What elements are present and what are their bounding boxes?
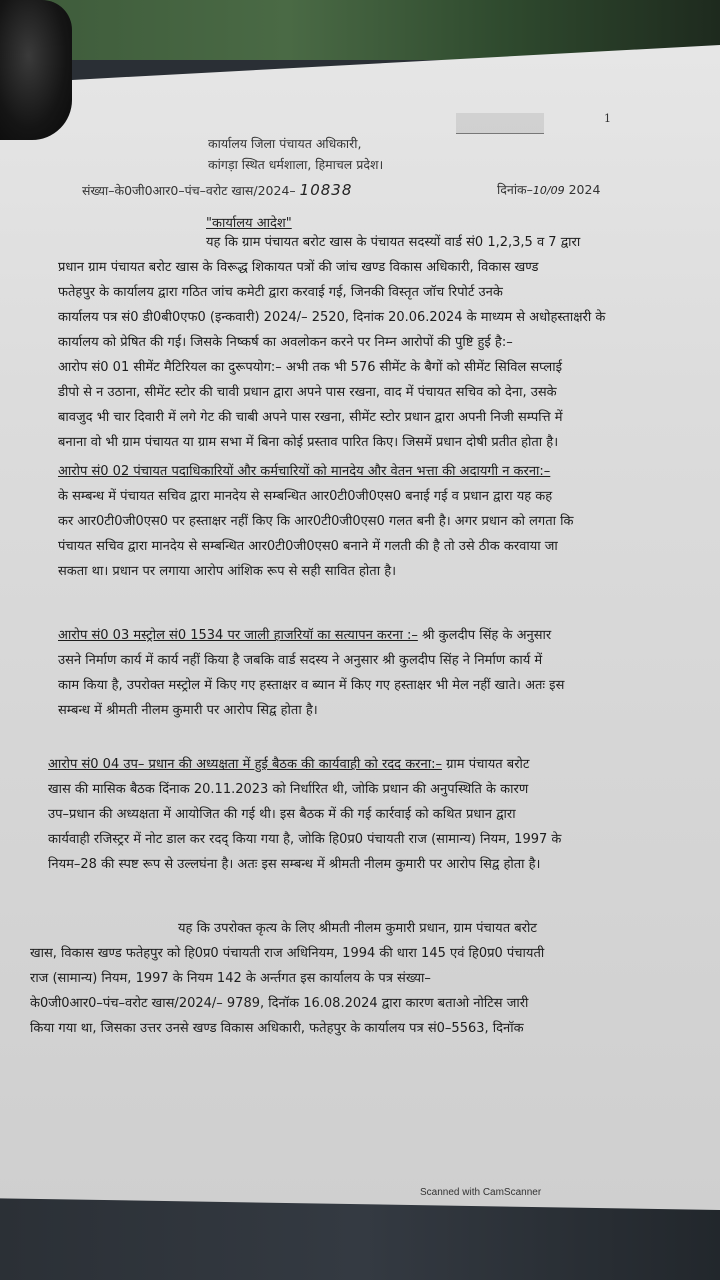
text-line: बावजुद भी चार दिवारी में लगे गेट की चाबी अपने पास रखना, सीमेंट स्टोर प्रधान द्वारा अपनी निजी सम्पत्ति में bbox=[58, 410, 563, 425]
text-line: उसने निर्माण कार्य में कार्य नहीं किया है जबकि वार्ड सदस्य ने अनुसार श्री कुलदीप सिंह ने निर्माण कार्य में bbox=[58, 653, 543, 668]
text-line: किया गया था, जिसका उत्तर उनसे खण्ड विकास अधिकारी, फतेहपुर के कार्यालय पत्र सं0–5563, दिनॉक bbox=[30, 1021, 524, 1036]
text-line: खास की मासिक बैठक दिंनाक 20.11.2023 को निर्धारित थी, जोकि प्रधान की अनुपस्थिति के कारण bbox=[48, 782, 529, 797]
reference-prefix: संख्या–के0जी0आर0–पंच–वरोट खास/2024– bbox=[82, 183, 296, 198]
date-year: 2024 bbox=[568, 182, 601, 197]
stamp-line bbox=[456, 133, 544, 134]
text-line: कार्यालय को प्रेषित की गई। जिसके निष्कर्ष का अवलोकन करने पर निम्न आरोपों की पुष्टि हुई है:– bbox=[58, 335, 513, 350]
text-line: ग्राम पंचायत बरोट bbox=[441, 757, 530, 772]
charge-heading: आरोप सं0 03 मस्ट्रोल सं0 1534 पर जाली हाजरियॉ का सत्यापन करना :– bbox=[58, 628, 418, 643]
text-line: कार्यवाही रजिस्ट्रर में नोट डाल कर रदद् किया गया है, जोकि हि0प्र0 पंचायती राज (सामान्य) नियम, 1997 के bbox=[48, 832, 562, 847]
binder-clip bbox=[0, 0, 72, 140]
document-title: "कार्यालय आदेश" bbox=[206, 216, 292, 231]
date-handwritten: 10/09 bbox=[532, 184, 565, 197]
charge-heading: आरोप सं0 02 पंचायत पदाधिकारियों और कर्मचारियों को मानदेय और वेतन भत्ता की अदायगी न करना:– bbox=[58, 464, 551, 479]
text-line: पंचायत सचिव द्वारा मानदेय से सम्बन्धित आर0टी0जी0एस0 बनाने में गलती की है तो उसे ठीक करवाया जा bbox=[58, 539, 558, 554]
text-line: अभी तक भी 576 सीमेंट के बैगों को सीमेंट सिविल सप्लाई bbox=[281, 360, 562, 375]
charge-2 bbox=[58, 459, 668, 584]
text-line: कार्यालय पत्र सं0 डी0बी0एफ0 (इन्कवारी) 2024/– 2520, दिनांक 20.06.2024 के माध्यम से अधोहस्ताक्षरी के bbox=[58, 310, 606, 325]
text-line: नियम–28 की स्पष्ट रूप से उल्लघंना है। अतः इस सम्बन्ध में श्रीमती नीलम कुमारी पर आरोप सिद्व होता है। bbox=[48, 857, 541, 872]
charge-heading: आरोप सं0 04 उप– प्रधान की अध्यक्षता में हुई बैठक की कार्यवाही को रदद करना:– bbox=[48, 757, 442, 772]
date-label: दिनांक– bbox=[497, 182, 533, 197]
text-line: राज (सामान्य) नियम, 1997 के नियम 142 के अर्न्तगत इस कार्यालय के पत्र संख्या– bbox=[30, 971, 431, 986]
text-line: कर आर0टी0जी0एस0 पर हस्ताक्षर नहीं किए कि आर0टी0जी0एस0 गलत बनी है। अगर प्रधान को लगता कि bbox=[58, 514, 574, 529]
background-bottom bbox=[0, 1200, 720, 1280]
text-line: यह कि ग्राम पंचायत बरोट खास के पंचायत सदस्यों वार्ड सं0 1,2,3,5 व 7 द्वारा bbox=[206, 235, 581, 250]
office-header bbox=[208, 133, 383, 175]
text-line: सकता था। प्रधान पर लगाया आरोप आंशिक रूप से सही सावित होता है। bbox=[58, 564, 397, 579]
text-line: के सम्बन्ध में पंचायत सचिव द्वारा मानदेय से सम्बन्धित आर0टी0जी0एस0 बनाई गई व प्रधान द्वारा यह कह bbox=[58, 489, 553, 504]
charge-heading: आरोप सं0 01 सीमेंट मैटिरियल का दुरूपयोग:– bbox=[58, 360, 282, 375]
text-line: बनाना वो भी ग्राम पंचायत या ग्राम सभा में बिना कोई प्रस्ताव पारित किए। जिसमें प्रधान दोषी प्रतीत होता है। bbox=[58, 435, 559, 450]
charge-3 bbox=[58, 623, 668, 723]
camscanner-watermark: Scanned with CamScanner bbox=[420, 1187, 542, 1198]
intro-paragraph bbox=[58, 230, 668, 355]
text-line: प्रधान ग्राम पंचायत बरोट खास के विरूद्ध शिकायत पत्रों की जांच खण्ड विकास अधिकारी, विकास खण्ड bbox=[58, 260, 539, 275]
charge-4 bbox=[48, 752, 668, 877]
reference-handwritten: 10838 bbox=[299, 181, 353, 199]
charge-1 bbox=[58, 355, 668, 455]
closing-paragraph bbox=[30, 916, 670, 1041]
reference-number bbox=[82, 181, 352, 199]
stamp-area bbox=[456, 113, 544, 133]
office-line-1: कार्यालय जिला पंचायत अधिकारी, bbox=[208, 136, 362, 151]
text-line: श्री कुलदीप सिंह के अनुसार bbox=[417, 628, 552, 643]
text-line: यह कि उपरोक्त कृत्य के लिए श्रीमती नीलम कुमारी प्रधान, ग्राम पंचायत बरोट bbox=[178, 921, 537, 936]
page-number: 1 bbox=[604, 112, 611, 125]
text-line: डीपो से न उठाना, सीमेंट स्टोर की चावी प्रधान द्वारा अपने पास रखना, वाद में पंचायत सचिव को देना, उसके bbox=[58, 385, 557, 400]
text-line: खास, विकास खण्ड फतेहपुर को हि0प्र0 पंचायती राज अधिनियम, 1994 की धारा 145 एवं हि0प्र0 पंचायती bbox=[30, 946, 545, 961]
office-line-2: कांगड़ा स्थित धर्मशाला, हिमाचल प्रदेश। bbox=[208, 157, 384, 172]
text-line: के0जी0आर0–पंच–वरोट खास/2024/– 9789, दिनॉक 16.08.2024 द्वारा कारण बताओ नोटिस जारी bbox=[30, 996, 529, 1011]
text-line: काम किया है, उपरोक्त मस्ट्रोल में किए गए हस्ताक्षर व ब्यान में किए गए हस्ताक्षर भी मेल नहीं खाते। अतः इस bbox=[58, 678, 565, 693]
text-line: सम्बन्ध में श्रीमती नीलम कुमारी पर आरोप सिद्व होता है। bbox=[58, 703, 318, 718]
text-line: फतेहपुर के कार्यालय द्वारा गठित जांच कमेटी द्वारा करवाई गई, जिनकी विस्तृत जॉच रिपोर्ट उनके bbox=[58, 285, 503, 300]
document-date bbox=[497, 181, 600, 198]
text-line: उप–प्रधान की अध्यक्षता में आयोजित की गई थी। इस बैठक में की गई कार्रवाई को कथित प्रधान द्वारा bbox=[48, 807, 516, 822]
